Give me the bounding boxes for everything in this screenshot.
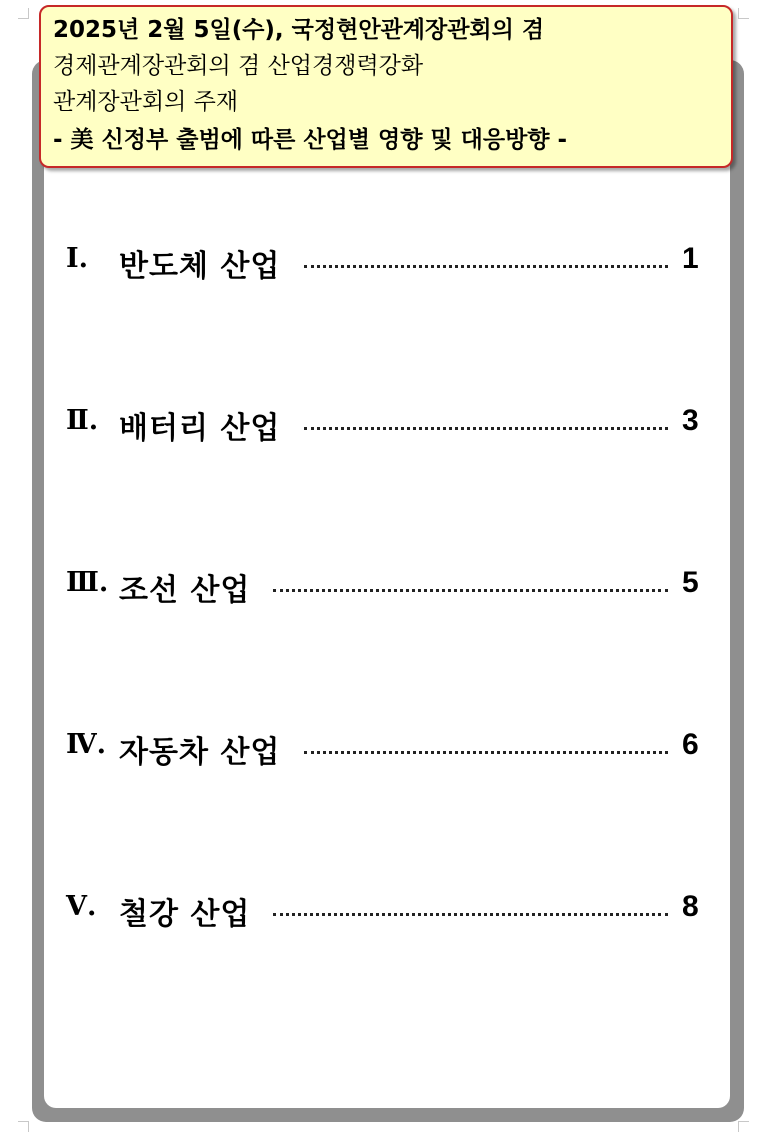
toc-title: 자동차 산업 — [119, 735, 281, 770]
toc-leader-dots — [304, 751, 668, 754]
toc-page-number: 1 — [682, 242, 699, 275]
crop-mark-top-left — [18, 8, 29, 19]
toc-page-number: 5 — [682, 566, 699, 599]
title-line-2: 경제관계장관회의 겸 산업경쟁력강화 — [53, 53, 424, 79]
toc-numeral: Ⅲ. — [66, 567, 109, 598]
crop-mark-bottom-right — [738, 1121, 749, 1132]
toc-numeral: Ⅰ. — [66, 243, 89, 274]
toc-entry-battery[interactable] — [66, 403, 706, 446]
crop-mark-bottom-left — [18, 1121, 29, 1132]
toc-numeral: Ⅳ. — [66, 729, 107, 760]
title-line-1: 2025년 2월 5일(수), 국정현안관계장관회의 겸 — [53, 17, 545, 43]
toc-title: 배터리 산업 — [119, 411, 281, 446]
toc-numeral: Ⅱ. — [66, 405, 99, 436]
crop-mark-top-right — [738, 8, 749, 19]
toc-entry-semiconductor[interactable] — [66, 241, 706, 284]
toc-page-number: 8 — [682, 890, 699, 923]
toc-leader-dots — [304, 265, 668, 268]
toc-numeral: Ⅴ. — [66, 891, 97, 922]
toc-entry-steel[interactable] — [66, 889, 706, 932]
toc-page-number: 3 — [682, 404, 699, 437]
toc-entry-automobile[interactable] — [66, 727, 706, 770]
title-line-4-subtitle: - 美 신정부 출범에 따른 산업별 영향 및 대응방향 - — [53, 127, 568, 153]
toc-entry-shipbuilding[interactable] — [66, 565, 706, 608]
toc-title: 반도체 산업 — [119, 249, 281, 284]
toc-page-number: 6 — [682, 728, 699, 761]
toc-title: 철강 산업 — [119, 897, 251, 932]
title-box — [39, 5, 733, 168]
toc-leader-dots — [304, 427, 668, 430]
toc-leader-dots — [273, 589, 668, 592]
title-line-3: 관계장관회의 주재 — [53, 89, 239, 115]
toc-title: 조선 산업 — [119, 573, 251, 608]
toc-leader-dots — [273, 913, 668, 916]
